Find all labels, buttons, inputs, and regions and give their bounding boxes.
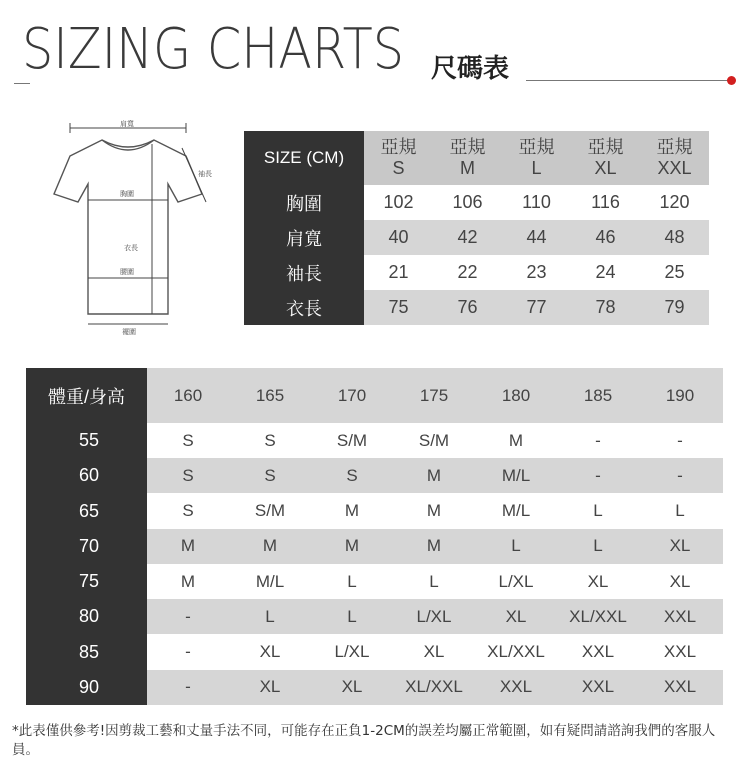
table-cell: XXL [663, 606, 697, 626]
table-cell: XL [259, 642, 281, 661]
table-cell: - [595, 430, 601, 450]
page-title: SIZING CHARTS [22, 17, 405, 82]
table-cell: L [593, 501, 603, 520]
table-cell: M [426, 501, 442, 520]
table-cell: 120 [659, 192, 690, 212]
table-cell: 77 [526, 297, 547, 317]
table-cell: M/L [501, 501, 531, 520]
page-title-chinese: 尺碼表 [431, 54, 510, 84]
table-cell: - [185, 606, 191, 626]
weight-row-label: 85 [78, 641, 99, 662]
table-cell: 40 [388, 227, 409, 247]
table1-row-label: 胸圍 [286, 193, 322, 214]
table-cell: S [182, 430, 194, 450]
table-cell: S [264, 430, 276, 450]
table1-corner: SIZE (CM) [263, 148, 345, 167]
table-cell: L/XL [416, 606, 452, 626]
table-cell: M [180, 571, 196, 591]
weight-row-label: 65 [78, 500, 99, 521]
table-cell: 25 [664, 262, 685, 282]
table-cell: 79 [664, 297, 685, 317]
table-row [147, 635, 723, 670]
table-cell: XXL [581, 677, 615, 697]
table-cell: XL/XXL [569, 606, 627, 626]
table1-row-label: 肩寬 [286, 228, 322, 249]
table-cell: XL/XXL [487, 642, 545, 661]
table-cell: XXL [499, 677, 533, 697]
height-header-cell: 185 [583, 385, 613, 405]
table1-col-xxl: 亞規 XXL [640, 131, 709, 185]
table-cell: L/XL [498, 571, 534, 591]
table-cell: M [508, 430, 524, 450]
table-cell: - [677, 430, 683, 450]
table-row [147, 670, 723, 705]
table-cell: - [185, 642, 191, 661]
table-cell: S [182, 501, 194, 520]
table1-col-m: 亞規 M [433, 131, 502, 185]
table-cell: L [265, 606, 275, 626]
table1-col-xl: 亞規 XL [571, 131, 640, 185]
table-cell: M [344, 501, 360, 520]
table-row [147, 564, 723, 599]
table-row [364, 255, 709, 290]
accent-dot [727, 76, 736, 85]
weight-row-label: 90 [78, 676, 99, 697]
table-cell: XL [423, 642, 445, 661]
sleeve-label: 袖長 [198, 170, 212, 178]
table-cell: XL [259, 677, 281, 697]
height-header-cell: 165 [255, 385, 285, 405]
table-cell: L/XL [334, 642, 370, 661]
shirt-measurement-diagram [40, 118, 220, 338]
height-header-cell: 180 [501, 385, 531, 405]
table-cell: M [426, 465, 442, 485]
table-cell: 116 [591, 192, 620, 212]
table1-row-label: 袖長 [286, 263, 322, 284]
table-cell: L [347, 571, 357, 591]
weight-row-label: 55 [78, 430, 99, 450]
table-cell: 102 [383, 192, 414, 212]
table-cell: S [346, 465, 358, 485]
table-cell: 75 [388, 297, 409, 317]
table-cell: M [262, 536, 278, 556]
title-rule-left [14, 83, 30, 84]
height-header-cell: 175 [419, 385, 449, 405]
table-cell: 22 [457, 262, 478, 282]
garment-size-table [244, 131, 709, 325]
table-cell: S/M [418, 430, 450, 450]
hem-label: 襬圍 [122, 328, 136, 336]
waist-label: 腰圍 [120, 268, 134, 276]
weight-row-label: 60 [78, 465, 99, 486]
table-row [364, 220, 709, 255]
table-cell: L [511, 536, 521, 556]
table-cell: - [677, 465, 683, 485]
table-cell: 106 [452, 192, 483, 212]
table-cell: 21 [388, 262, 409, 282]
table-cell: L [347, 606, 357, 626]
shoulder-label: 肩寬 [120, 120, 134, 128]
table-cell: M [344, 536, 360, 556]
weight-height-size-table [26, 368, 723, 705]
table-row [364, 290, 709, 325]
table-cell: XL [587, 571, 609, 591]
table-cell: 24 [595, 262, 616, 282]
table-cell: S [182, 465, 194, 485]
disclaimer-note: *此表僅供參考!因剪裁工藝和丈量手法不同，可能存在正負1-2CM的誤差均屬正常範圍，如有疑問請諮詢我們的客服人員。 [12, 723, 716, 758]
table-cell: 76 [457, 297, 478, 317]
table-cell: S/M [336, 430, 368, 450]
weight-row-label: 80 [78, 606, 99, 627]
table-cell: XXL [663, 677, 697, 697]
table1-row-label: 衣長 [286, 298, 322, 319]
table-cell: 46 [595, 227, 616, 247]
table-cell: M/L [501, 465, 531, 485]
table-cell: - [185, 677, 191, 697]
table-cell: XL [505, 606, 527, 626]
table-row [364, 185, 709, 220]
table-cell: S [264, 465, 276, 485]
table-cell: L [675, 501, 685, 520]
table-row [147, 458, 723, 493]
table-cell: 78 [595, 297, 616, 317]
weight-row-label: 70 [78, 535, 99, 556]
table-cell: M [180, 536, 196, 556]
table-cell: S/M [254, 501, 286, 520]
table-cell: 44 [526, 227, 547, 247]
table-cell: 23 [526, 262, 547, 282]
table1-col-s: 亞規 S [364, 131, 433, 185]
table-cell: M/L [255, 571, 285, 591]
table1-col-l: 亞規 L [502, 131, 571, 185]
table-cell: 48 [664, 227, 685, 247]
table-cell: 110 [522, 192, 551, 212]
table-cell: XL/XXL [405, 677, 463, 697]
length-label: 衣長 [124, 244, 138, 252]
weight-row-label: 75 [78, 571, 99, 591]
table-cell: - [595, 465, 601, 485]
title-rule [526, 80, 731, 81]
table-row [147, 529, 723, 564]
table-row [147, 599, 723, 634]
table-cell: M [426, 536, 442, 556]
table-row [147, 423, 723, 458]
table-row [147, 494, 723, 529]
table-cell: XXL [663, 642, 697, 661]
table-cell: XL [669, 536, 691, 556]
height-header-cell: 160 [173, 385, 203, 405]
table-cell: 42 [457, 227, 478, 247]
table-cell: XL [341, 677, 363, 697]
table2-height-header [147, 368, 723, 423]
table-cell: L [429, 571, 439, 591]
table-cell: XXL [581, 642, 615, 661]
chest-label: 胸圍 [120, 190, 134, 198]
height-header-cell: 170 [337, 385, 367, 405]
table-cell: L [593, 536, 603, 556]
table2-corner: 體重/身高 [47, 386, 125, 407]
height-header-cell: 190 [665, 385, 695, 405]
table-cell: XL [669, 571, 691, 591]
